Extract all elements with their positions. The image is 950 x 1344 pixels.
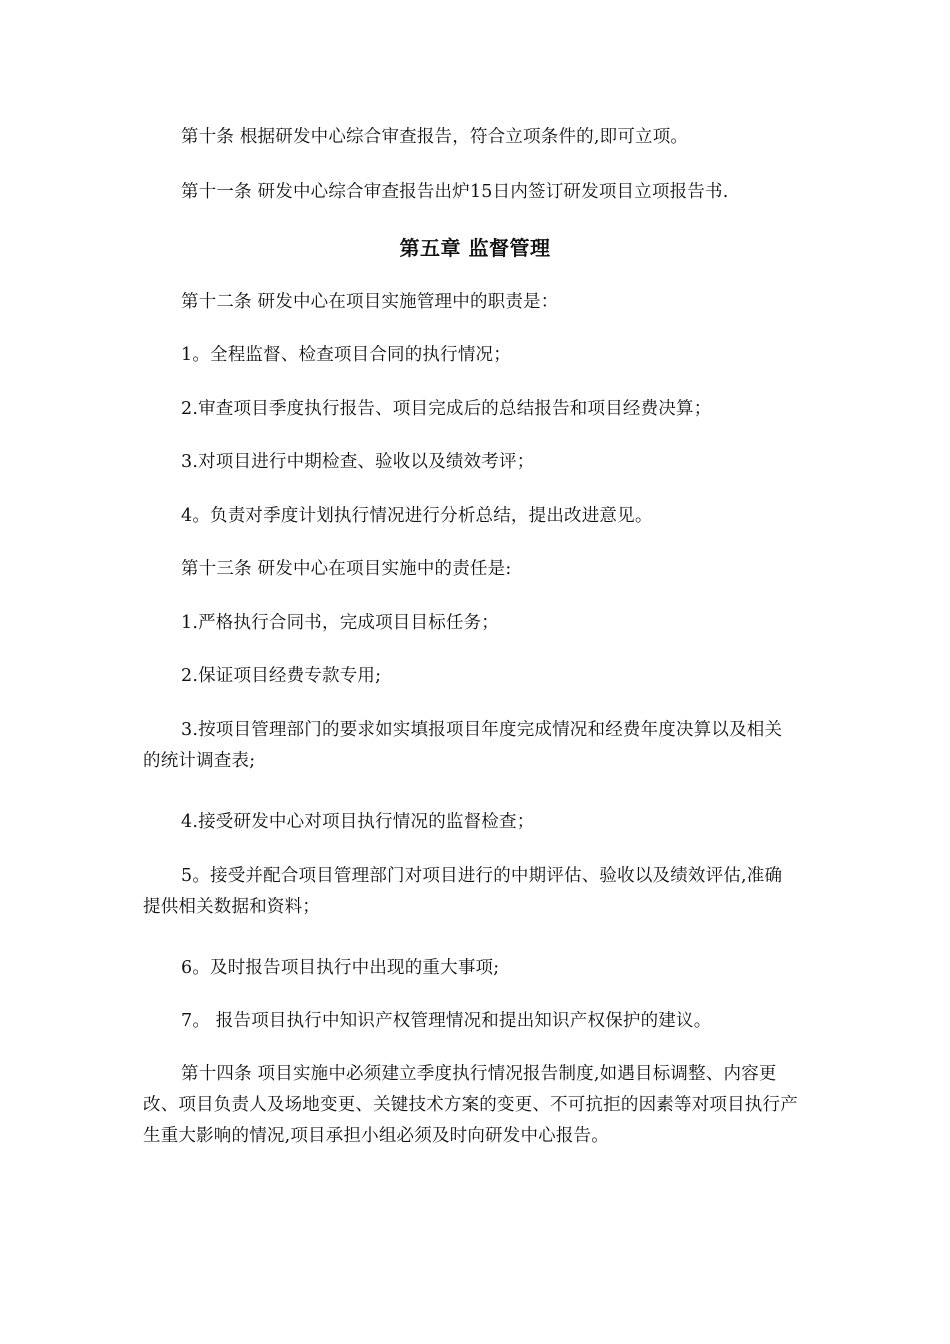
list-item: 6。及时报告项目执行中出现的重大事项; xyxy=(181,958,500,978)
list-item: 3.对项目进行中期检查、验收以及绩效考评； xyxy=(181,452,535,472)
list-item: 1.严格执行合同书，完成项目目标任务； xyxy=(181,613,499,633)
list-item: 3.按项目管理部门的要求如实填报项目年度完成情况和经费年度决算以及相关的统计调查表; xyxy=(143,720,783,771)
article-12: 第十二条 研发中心在项目实施管理中的职责是： xyxy=(181,292,559,312)
list-item: 4.接受研发中心对项目执行情况的监督检查； xyxy=(181,812,535,832)
list-item: 2.保证项目经费专款专用; xyxy=(181,666,382,686)
list-item: 5。接受并配合项目管理部门对项目进行的中期评估、验收以及绩效评估,准确提供相关数据和资料； xyxy=(143,866,783,917)
article-13: 第十三条 研发中心在项目实施中的责任是: xyxy=(181,559,512,579)
article-14: 第十四条 项目实施中必须建立季度执行情况报告制度,如遇目标调整、内容更改、项目负责人及场地变更、关键技术方案的变更、不可抗拒的因素等对项目执行产生重大影响的情况,项目承担小组必须及时向研发中心报告。 xyxy=(143,1064,798,1146)
list-item: 2.审查项目季度执行报告、项目完成后的总结报告和项目经费决算； xyxy=(181,399,712,419)
list-item: 1。全程监督、检查项目合同的执行情况； xyxy=(181,345,511,365)
article-11: 第十一条 研发中心综合审查报告出炉15日内签订研发项目立项报告书. xyxy=(181,182,729,202)
chapter-title: 第五章 监督管理 xyxy=(399,236,551,260)
article-10: 第十条 根据研发中心综合审查报告，符合立项条件的,即可立项。 xyxy=(181,127,689,147)
list-item: 4。负责对季度计划执行情况进行分析总结，提出改进意见。 xyxy=(181,506,653,526)
list-item: 7。 报告项目执行中知识产权管理情况和提出知识产权保护的建议。 xyxy=(181,1011,712,1031)
